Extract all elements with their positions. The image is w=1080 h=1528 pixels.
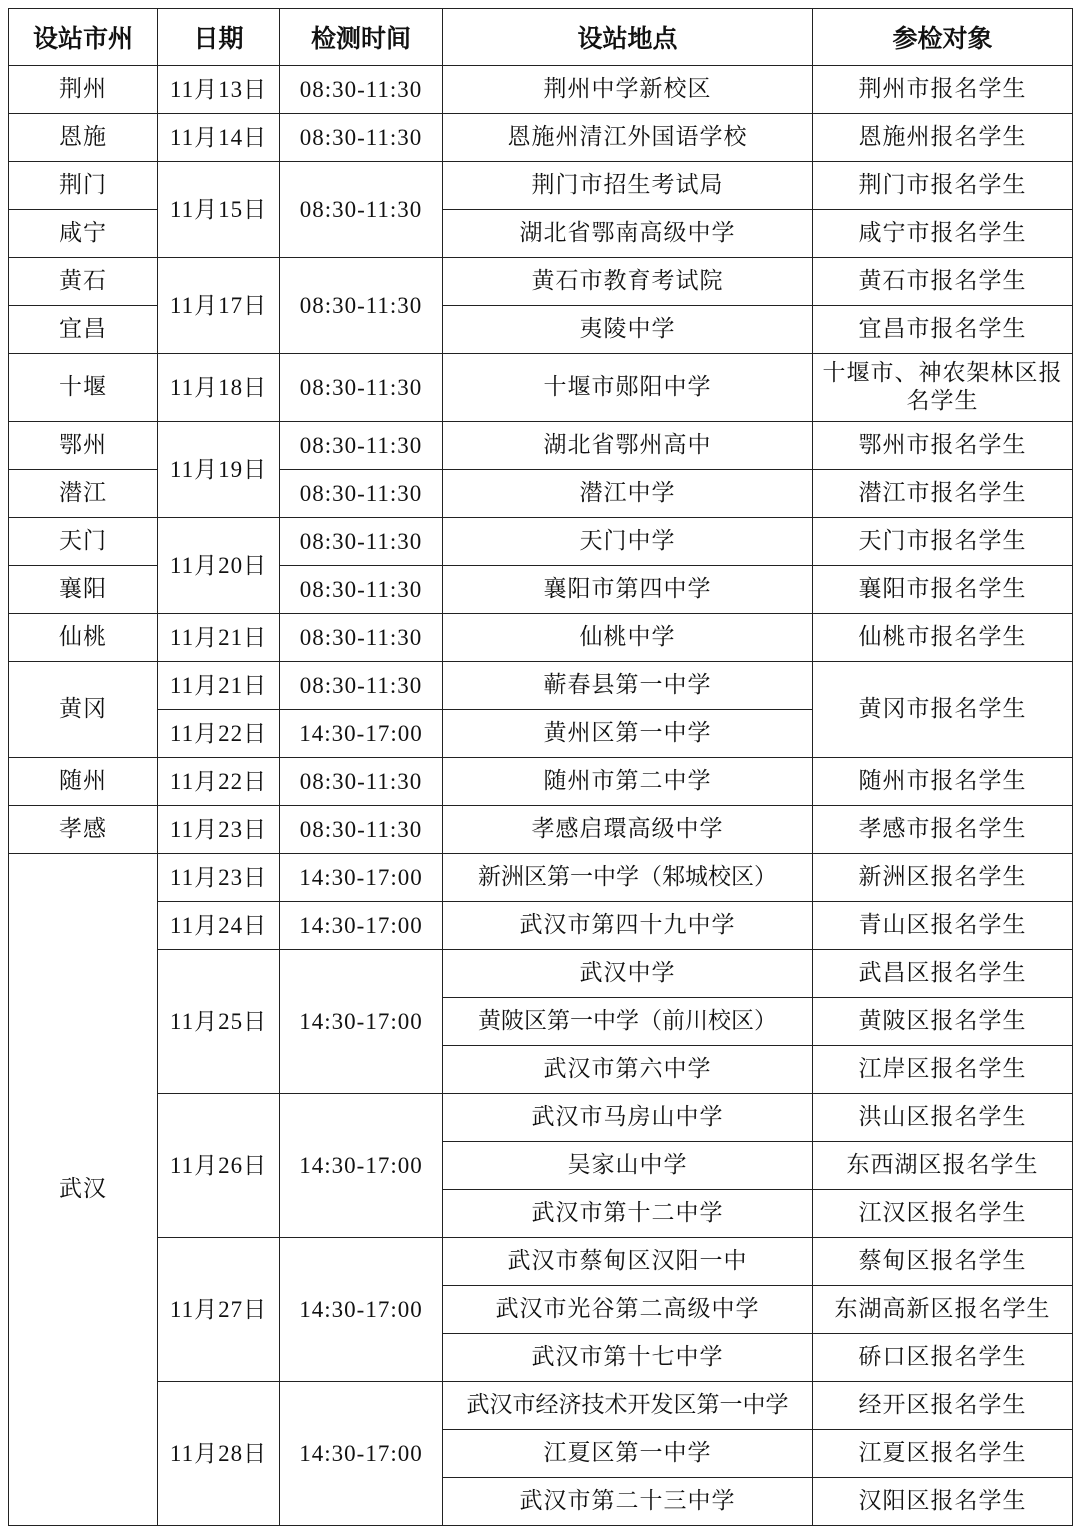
time-cell: 08:30-11:30 <box>280 566 443 614</box>
time-cell: 08:30-11:30 <box>280 258 443 354</box>
site-cell: 仙桃中学 <box>443 614 813 662</box>
time-cell: 08:30-11:30 <box>280 662 443 710</box>
object-cell: 黄冈市报名学生 <box>813 662 1073 758</box>
date-cell: 11月22日 <box>158 710 280 758</box>
object-cell: 仙桃市报名学生 <box>813 614 1073 662</box>
time-cell: 08:30-11:30 <box>280 114 443 162</box>
table-row <box>9 950 1073 998</box>
time-cell: 14:30-17:00 <box>280 1238 443 1382</box>
table-row <box>9 114 1073 162</box>
object-cell: 东湖高新区报名学生 <box>813 1286 1073 1334</box>
time-cell: 08:30-11:30 <box>280 422 443 470</box>
header-row <box>9 9 1073 66</box>
time-cell: 14:30-17:00 <box>280 710 443 758</box>
city-cell: 孝感 <box>9 806 158 854</box>
object-cell: 十堰市、神农架林区报名学生 <box>813 354 1073 422</box>
site-cell: 江夏区第一中学 <box>443 1430 813 1478</box>
site-cell: 夷陵中学 <box>443 306 813 354</box>
date-cell: 11月14日 <box>158 114 280 162</box>
table-row <box>9 354 1073 422</box>
object-cell: 经开区报名学生 <box>813 1382 1073 1430</box>
object-cell: 天门市报名学生 <box>813 518 1073 566</box>
site-cell: 武汉市第十七中学 <box>443 1334 813 1382</box>
site-cell: 黄州区第一中学 <box>443 710 813 758</box>
time-cell: 14:30-17:00 <box>280 950 443 1094</box>
object-cell: 青山区报名学生 <box>813 902 1073 950</box>
site-cell: 武汉市第六中学 <box>443 1046 813 1094</box>
date-cell: 11月15日 <box>158 162 280 258</box>
object-cell: 荆州市报名学生 <box>813 66 1073 114</box>
city-cell: 宜昌 <box>9 306 158 354</box>
header-city: 设站市州 <box>9 9 158 66</box>
header-site: 设站地点 <box>443 9 813 66</box>
site-cell: 孝感启環高级中学 <box>443 806 813 854</box>
city-cell: 十堰 <box>9 354 158 422</box>
date-cell: 11月13日 <box>158 66 280 114</box>
date-cell: 11月19日 <box>158 422 280 518</box>
site-cell: 武汉市马房山中学 <box>443 1094 813 1142</box>
object-cell: 襄阳市报名学生 <box>813 566 1073 614</box>
table-row <box>9 854 1073 902</box>
object-cell: 洪山区报名学生 <box>813 1094 1073 1142</box>
site-cell: 湖北省鄂南高级中学 <box>443 210 813 258</box>
table-row <box>9 66 1073 114</box>
site-cell: 潜江中学 <box>443 470 813 518</box>
site-cell: 新洲区第一中学（邾城校区） <box>443 854 813 902</box>
date-cell: 11月28日 <box>158 1382 280 1526</box>
site-cell: 襄阳市第四中学 <box>443 566 813 614</box>
city-cell: 黄石 <box>9 258 158 306</box>
city-cell: 天门 <box>9 518 158 566</box>
time-cell: 14:30-17:00 <box>280 1094 443 1238</box>
object-cell: 武昌区报名学生 <box>813 950 1073 998</box>
object-cell: 汉阳区报名学生 <box>813 1478 1073 1526</box>
header-date: 日期 <box>158 9 280 66</box>
date-cell: 11月27日 <box>158 1238 280 1382</box>
city-cell: 襄阳 <box>9 566 158 614</box>
site-cell: 恩施州清江外国语学校 <box>443 114 813 162</box>
object-cell: 江汉区报名学生 <box>813 1190 1073 1238</box>
time-cell: 08:30-11:30 <box>280 354 443 422</box>
site-cell: 天门中学 <box>443 518 813 566</box>
city-cell: 潜江 <box>9 470 158 518</box>
site-cell: 十堰市郧阳中学 <box>443 354 813 422</box>
date-cell: 11月22日 <box>158 758 280 806</box>
site-cell: 武汉市蔡甸区汉阳一中 <box>443 1238 813 1286</box>
city-cell: 恩施 <box>9 114 158 162</box>
object-cell: 鄂州市报名学生 <box>813 422 1073 470</box>
date-cell: 11月18日 <box>158 354 280 422</box>
date-cell: 11月23日 <box>158 854 280 902</box>
time-cell: 08:30-11:30 <box>280 758 443 806</box>
city-cell: 武汉 <box>9 854 158 1526</box>
object-cell: 随州市报名学生 <box>813 758 1073 806</box>
site-cell: 黄陂区第一中学（前川校区） <box>443 998 813 1046</box>
time-cell: 08:30-11:30 <box>280 470 443 518</box>
city-cell: 仙桃 <box>9 614 158 662</box>
date-cell: 11月24日 <box>158 902 280 950</box>
object-cell: 恩施州报名学生 <box>813 114 1073 162</box>
table-row <box>9 662 1073 710</box>
header-object: 参检对象 <box>813 9 1073 66</box>
site-cell: 随州市第二中学 <box>443 758 813 806</box>
object-cell: 黄石市报名学生 <box>813 258 1073 306</box>
city-cell: 咸宁 <box>9 210 158 258</box>
city-cell: 黄冈 <box>9 662 158 758</box>
time-cell: 08:30-11:30 <box>280 806 443 854</box>
table-row <box>9 902 1073 950</box>
date-cell: 11月17日 <box>158 258 280 354</box>
date-cell: 11月21日 <box>158 614 280 662</box>
table-row <box>9 758 1073 806</box>
site-cell: 吴家山中学 <box>443 1142 813 1190</box>
site-cell: 湖北省鄂州高中 <box>443 422 813 470</box>
date-cell: 11月26日 <box>158 1094 280 1238</box>
site-cell: 武汉中学 <box>443 950 813 998</box>
site-cell: 黄石市教育考试院 <box>443 258 813 306</box>
site-cell: 武汉市第十二中学 <box>443 1190 813 1238</box>
object-cell: 宜昌市报名学生 <box>813 306 1073 354</box>
table-row <box>9 258 1073 306</box>
table-row <box>9 518 1073 566</box>
time-cell: 14:30-17:00 <box>280 902 443 950</box>
object-cell: 荆门市报名学生 <box>813 162 1073 210</box>
date-cell: 11月23日 <box>158 806 280 854</box>
object-cell: 蔡甸区报名学生 <box>813 1238 1073 1286</box>
object-cell: 黄陂区报名学生 <box>813 998 1073 1046</box>
table-row <box>9 1382 1073 1430</box>
object-cell: 东西湖区报名学生 <box>813 1142 1073 1190</box>
site-cell: 武汉市第二十三中学 <box>443 1478 813 1526</box>
city-cell: 随州 <box>9 758 158 806</box>
time-cell: 14:30-17:00 <box>280 854 443 902</box>
date-cell: 11月20日 <box>158 518 280 614</box>
table-row <box>9 162 1073 210</box>
time-cell: 08:30-11:30 <box>280 614 443 662</box>
site-cell: 蕲春县第一中学 <box>443 662 813 710</box>
object-cell: 孝感市报名学生 <box>813 806 1073 854</box>
time-cell: 08:30-11:30 <box>280 66 443 114</box>
time-cell: 08:30-11:30 <box>280 162 443 258</box>
table-row <box>9 614 1073 662</box>
object-cell: 江夏区报名学生 <box>813 1430 1073 1478</box>
table-row <box>9 1238 1073 1286</box>
time-cell: 08:30-11:30 <box>280 518 443 566</box>
schedule-table <box>8 8 1073 1526</box>
object-cell: 新洲区报名学生 <box>813 854 1073 902</box>
site-cell: 武汉市光谷第二高级中学 <box>443 1286 813 1334</box>
date-cell: 11月21日 <box>158 662 280 710</box>
city-cell: 荆门 <box>9 162 158 210</box>
site-cell: 荆门市招生考试局 <box>443 162 813 210</box>
site-cell: 武汉市第四十九中学 <box>443 902 813 950</box>
object-cell: 咸宁市报名学生 <box>813 210 1073 258</box>
object-cell: 江岸区报名学生 <box>813 1046 1073 1094</box>
date-cell: 11月25日 <box>158 950 280 1094</box>
table-row <box>9 806 1073 854</box>
site-cell: 武汉市经济技术开发区第一中学 <box>443 1382 813 1430</box>
city-cell: 鄂州 <box>9 422 158 470</box>
city-cell: 荆州 <box>9 66 158 114</box>
site-cell: 荆州中学新校区 <box>443 66 813 114</box>
table-row <box>9 1094 1073 1142</box>
object-cell: 硚口区报名学生 <box>813 1334 1073 1382</box>
table-row <box>9 422 1073 470</box>
header-time: 检测时间 <box>280 9 443 66</box>
object-cell: 潜江市报名学生 <box>813 470 1073 518</box>
time-cell: 14:30-17:00 <box>280 1382 443 1526</box>
